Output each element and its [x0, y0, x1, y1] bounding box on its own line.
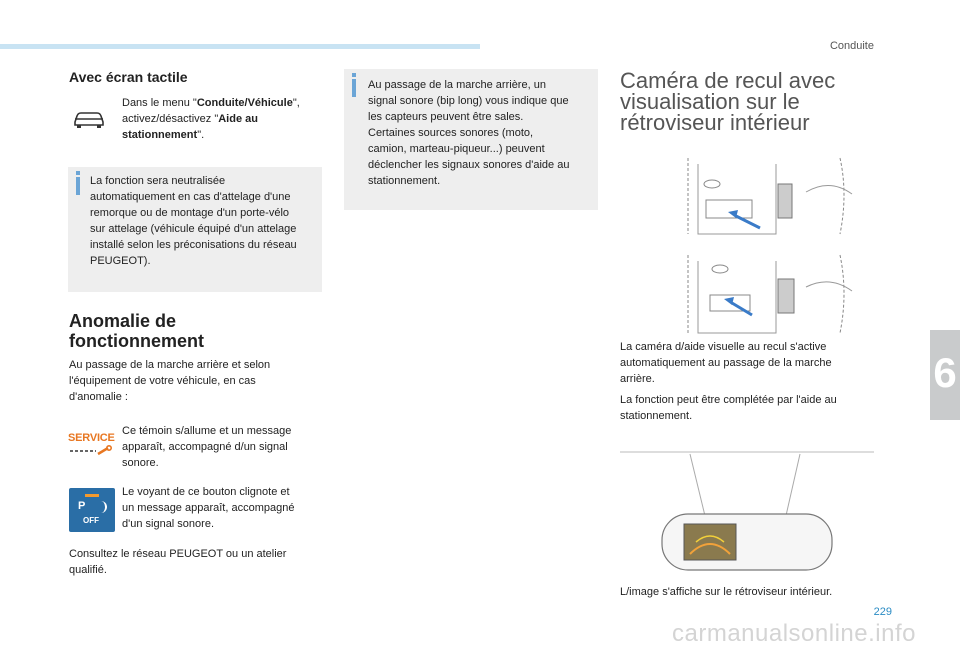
chapter-title: Conduite [829, 40, 874, 52]
wrench-icon [68, 445, 114, 457]
watermark: carmanualsonline.info [672, 620, 916, 647]
info-icon [352, 73, 356, 77]
camera-activation-text: La caméra d/aide visuelle au recul s'active automatiquement au passage de la marche arrière. [620, 341, 832, 385]
parking-aid-text: La fonction peut être complétée par l'aide au stationnement. [620, 394, 837, 422]
van-rear-camera-illustration-2 [680, 253, 860, 339]
park-assist-off-icon: P OFF [69, 488, 115, 532]
interior-mirror-illustration [620, 438, 874, 574]
malfunction-heading: Anomalie de fonctionnement [69, 311, 204, 351]
neutralization-note: La fonction sera neutralisée automatiquement en cas d'attelage d'une remorque ou de montage d'un porte-vélo sur attelage (véhicule équipé d'un attelage installé selon les préconisations du réseau PEUGEOT). [68, 167, 322, 292]
chapter-tab: 6 [930, 330, 960, 420]
service-warning-text: Ce témoin s/allume et un message apparaît, accompagné d/un signal sonore. [122, 425, 292, 469]
service-warning-icon: SERVICE [68, 432, 114, 462]
info-icon [76, 171, 80, 175]
camera-heading: Caméra de recul avec visualisation sur le rétroviseur intérieur [620, 68, 836, 135]
touch-instructions: Dans le menu "Conduite/Véhicule", activez/désactivez "Aide au stationnement". [122, 97, 300, 141]
consult-text: Consultez le réseau PEUGEOT ou un atelier qualifié. [69, 548, 287, 576]
mirror-caption: L/image s'affiche sur le rétroviseur intérieur. [620, 586, 833, 598]
park-button-text: Le voyant de ce bouton clignote et un message apparaît, accompagné d'un signal sonore. [122, 486, 295, 530]
sensor-dirty-note: Au passage de la marche arrière, un signal sonore (bip long) vous indique que les capteurs peuvent être sales. Certaines sources sonores (moto, camion, marteau-piqueur...) peuvent déclencher les signaux sonores d'aide au stationnement. [344, 69, 598, 210]
touch-screen-heading: Avec écran tactile [69, 69, 188, 85]
header-accent-bar [0, 44, 480, 49]
page-number: 229 [873, 606, 892, 618]
car-icon [72, 108, 106, 128]
malfunction-intro: Au passage de la marche arrière et selon l'équipement de votre véhicule, en cas d'anomalie : [69, 359, 271, 403]
van-rear-camera-illustration-1 [680, 154, 860, 240]
